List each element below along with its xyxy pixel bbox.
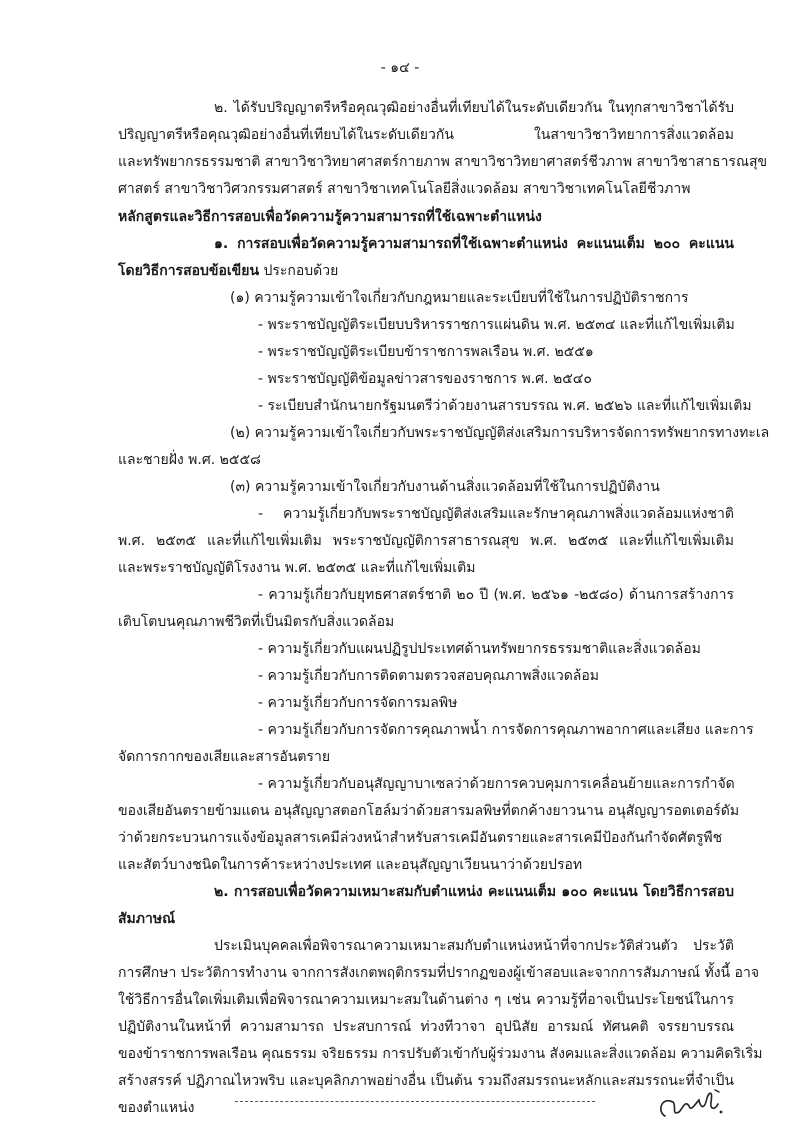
topic-1: (๑) ความรู้ความเข้าใจเกี่ยวกับกฎหมายและระเบียบที่ใช้ในการปฏิบัติราชการ: [230, 290, 689, 306]
section-heading: หลักสูตรและวิธีการสอบเพื่อวัดความรู้ความสามารถที่ใช้เฉพาะตำแหน่ง: [118, 209, 542, 225]
qualification-line-3: และทรัพยากรธรรมชาติ สาขาวิชาวิทยาศาสตร์กายภาพ สาขาวิชาวิทยาศาสตร์ชีวภาพ สาขาวิชาสาธารณสุข: [118, 154, 768, 170]
topic-3-item-1: - ความรู้เกี่ยวกับพระราชบัญญัติส่งเสริมและรักษาคุณภาพสิ่งแวดล้อมแห่งชาติ: [258, 506, 734, 522]
topic-3-item-2-cont: เติบโตบนคุณภาพชีวิตที่เป็นมิตรกับสิ่งแวดล้อม: [118, 614, 395, 630]
topic-1-item-3: - พระราชบัญญัติข้อมูลข่าวสารของราชการ พ.ศ. ๒๕๔๐: [258, 371, 592, 387]
topic-3-item-2: - ความรู้เกี่ยวกับยุทธศาสตร์ชาติ ๒๐ ปี (พ.ศ. ๒๕๖๑ -๒๕๘๐) ด้านการสร้างการ: [258, 587, 734, 603]
topic-3-item-7: - ความรู้เกี่ยวกับอนุสัญญาบาเซลว่าด้วยการควบคุมการเคลื่อนย้ายและการกำจัด: [258, 776, 735, 792]
topic-1-item-4: - ระเบียบสำนักนายกรัฐมนตรีว่าด้วยงานสารบรรณ พ.ศ. ๒๕๒๖ และที่แก้ไขเพิ่มเติม: [258, 398, 752, 414]
interview-para-line-4: ปฏิบัติงานในหน้าที่ ความสามารถ ประสบการณ์ ท่วงทีวาจา อุปนิสัย อารมณ์ ทัศนคติ จรรยาบรรณ: [118, 1019, 734, 1035]
interview-para-line-2: การศึกษา ประวัติการทำงาน จากการสังเกตพฤติกรรมที่ปรากฏของผู้เข้าสอบและจากการสัมภาษณ์ ทั้งนี้ อาจ: [118, 965, 760, 981]
topic-3: (๓) ความรู้ความเข้าใจเกี่ยวกับงานด้านสิ่งแวดล้อมที่ใช้ในการปฏิบัติงาน: [230, 479, 660, 495]
topic-3-item-6-cont: จัดการกากของเสียและสารอันตราย: [118, 749, 331, 765]
topic-1-item-1: - พระราชบัญญัติระเบียบบริหารราชการแผ่นดิน พ.ศ. ๒๕๓๔ และที่แก้ไขเพิ่มเติม: [258, 317, 735, 333]
topic-1-item-2: - พระราชบัญญัติระเบียบข้าราชการพลเรือน พ.ศ. ๒๕๕๑: [258, 344, 594, 360]
topic-2-cont: และชายฝั่ง พ.ศ. ๒๕๕๘: [118, 452, 261, 468]
exam-1-method: [118, 261, 338, 283]
interview-para-line-3: ใช้วิธีการอื่นใดเพิ่มเติมเพื่อพิจารณาความเหมาะสมในด้านต่าง ๆ เช่น ความรู้ที่อาจเป็นประโยชน์ในการ: [118, 992, 734, 1008]
interview-para-line-5: ของข้าราชการพลเรือน คุณธรรม จริยธรรม การปรับตัวเข้ากับผู้ร่วมงาน สังคมและสิ่งแวดล้อม ความคิดริเริ่ม: [118, 1046, 763, 1062]
qualification-line-4: ศาสตร์ สาขาวิชาวิศวกรรมศาสตร์ สาขาวิชาเทคโนโลยีสิ่งแวดล้อม สาขาวิชาเทคโนโลยีชีวภาพ: [118, 181, 691, 197]
exam-1-heading: ๑. การสอบเพื่อวัดความรู้ความสามารถที่ใช้เฉพาะตำแหน่ง คะแนนเต็ม ๒๐๐ คะแนน: [214, 236, 734, 252]
topic-3-item-5: - ความรู้เกี่ยวกับการจัดการมลพิษ: [258, 695, 458, 711]
interview-para-line-1: ประเมินบุคคลเพื่อพิจารณาความเหมาะสมกับตำแหน่งหน้าที่จากประวัติส่วนตัว ประวัติ: [214, 938, 734, 954]
topic-3-item-1-cont-2: และพระราชบัญญัติโรงงาน พ.ศ. ๒๕๓๕ และที่แก้ไขเพิ่มเติม: [118, 560, 476, 576]
qualification-line-2: ปริญญาตรีหรือคุณวุฒิอย่างอื่นที่เทียบได้ในระดับเดียวกัน ในสาขาวิชาวิทยาการสิ่งแวดล้อม: [118, 127, 734, 143]
exam-1-method-rest: ประกอบด้วย: [259, 263, 339, 279]
topic-3-item-7-cont-2: ว่าด้วยกระบวนการแจ้งข้อมูลสารเคมีล่วงหน้าสำหรับสารเคมีอันตรายและสารเคมีป้องกันกำจัดศัตรูพืช: [118, 830, 723, 846]
topic-3-item-7-cont-3: และสัตว์บางชนิดในการค้าระหว่างประเทศ และอนุสัญญาเวียนนาว่าด้วยปรอท: [118, 857, 583, 873]
signature-mark: [655, 1082, 725, 1127]
topic-3-item-6: - ความรู้เกี่ยวกับการจัดการคุณภาพน้ำ การจัดการคุณภาพอากาศและเสียง และการ: [258, 722, 754, 738]
exam-2-heading-cont: สัมภาษณ์: [118, 911, 176, 927]
dashed-separator: [235, 1101, 595, 1102]
page-number: - ๑๔ -: [380, 60, 420, 76]
topic-3-item-1-cont-1: พ.ศ. ๒๕๓๕ และที่แก้ไขเพิ่มเติม พระราชบัญญัติการสาธารณสุข พ.ศ. ๒๕๓๕ และที่แก้ไขเพิ่มเติม: [118, 533, 734, 549]
topic-2: (๒) ความรู้ความเข้าใจเกี่ยวกับพระราชบัญญัติส่งเสริมการบริหารจัดการทรัพยากรทางทะเล: [230, 425, 770, 441]
topic-3-item-3: - ความรู้เกี่ยวกับแผนปฏิรูปประเทศด้านทรัพยากรธรรมชาติและสิ่งแวดล้อม: [258, 641, 701, 657]
interview-para-line-7: ของตำแหน่ง: [118, 1100, 195, 1116]
qualification-line-1: ๒. ได้รับปริญญาตรีหรือคุณวุฒิอย่างอื่นที่เทียบได้ในระดับเดียวกัน ในทุกสาขาวิชาได้รับ: [214, 100, 734, 116]
exam-1-method-bold: โดยวิธีการสอบข้อเขียน: [118, 263, 260, 279]
topic-3-item-7-cont-1: ของเสียอันตรายข้ามแดน อนุสัญญาสตอกโฮล์มว่าด้วยสารมลพิษที่ตกค้างยาวนาน อนุสัญญารอตเตอร์ดัม: [118, 803, 740, 819]
exam-2-heading: ๒. การสอบเพื่อวัดความเหมาะสมกับตำแหน่ง คะแนนเต็ม ๑๐๐ คะแนน โดยวิธีการสอบ: [214, 884, 734, 900]
interview-para-line-6: สร้างสรรค์ ปฏิภาณไหวพริบ และบุคลิกภาพอย่างอื่น เป็นต้น รวมถึงสมรรถนะหลักและสมรรถนะที่จำเป็น: [118, 1073, 734, 1089]
topic-3-item-4: - ความรู้เกี่ยวกับการติดตามตรวจสอบคุณภาพสิ่งแวดล้อม: [258, 668, 600, 684]
